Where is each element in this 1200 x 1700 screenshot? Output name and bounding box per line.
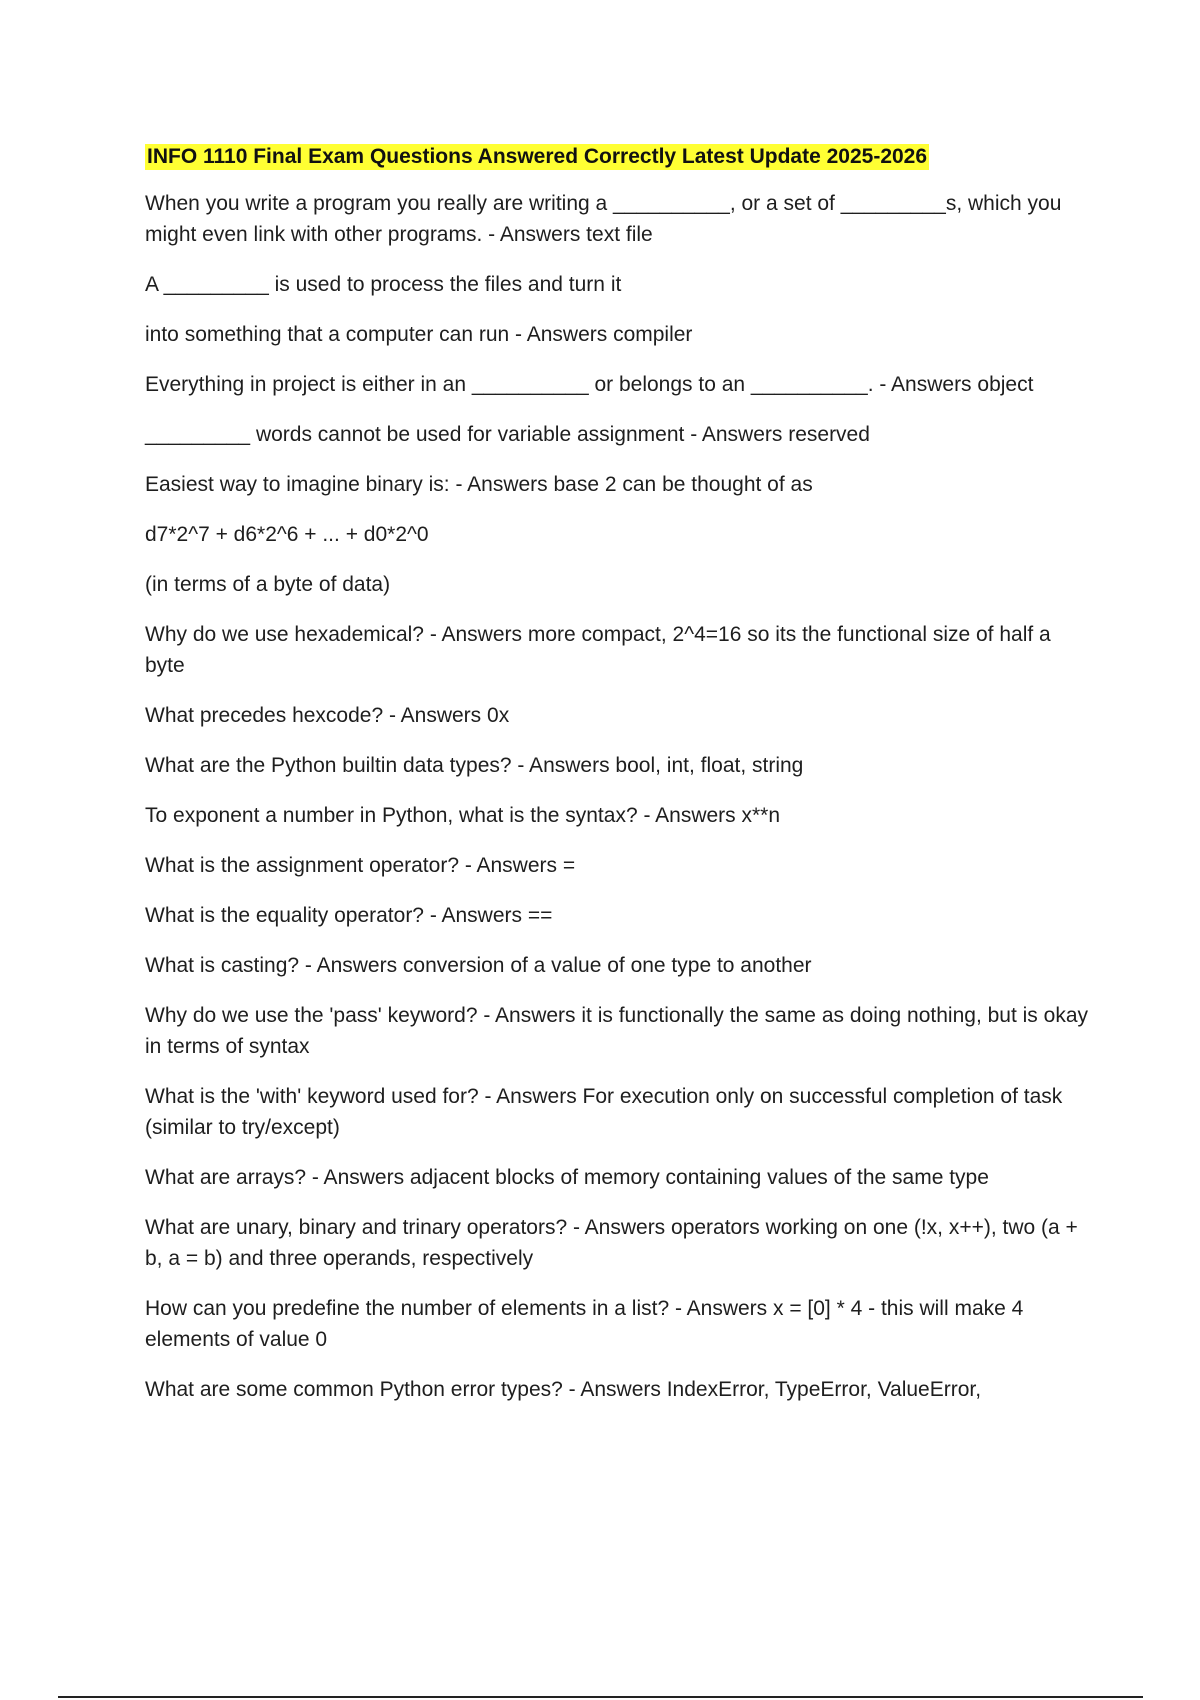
footer-divider xyxy=(58,1696,1143,1698)
qa-paragraph-20: How can you predefine the number of elements in a list? - Answers x = [0] * 4 - this will make 4 elements of value 0 xyxy=(145,1297,1024,1351)
qa-paragraph-21: What are some common Python error types? - Answers IndexError, TypeError, ValueError, xyxy=(145,1378,982,1401)
qa-paragraph-1: When you write a program you really are writing a __________, or a set of _________s, which you might even link with other programs. - Answers text file xyxy=(145,192,1062,246)
qa-paragraph-4: Everything in project is either in an __________ or belongs to an __________. - Answers object xyxy=(145,373,1034,396)
qa-paragraph-2: A _________ is used to process the files and turn it xyxy=(145,273,622,296)
document-title: INFO 1110 Final Exam Questions Answered Correctly Latest Update 2025-2026 xyxy=(147,145,928,168)
qa-paragraph-9: Why do we use hexademical? - Answers more compact, 2^4=16 so its the functional size of half a byte xyxy=(145,623,1051,677)
qa-paragraph-18: What are arrays? - Answers adjacent blocks of memory containing values of the same type xyxy=(145,1166,989,1189)
document-body xyxy=(145,144,1090,1424)
qa-paragraph-17: What is the 'with' keyword used for? - Answers For execution only on successful completion of task (similar to try/except) xyxy=(145,1085,1063,1139)
qa-paragraph-11: What are the Python builtin data types? - Answers bool, int, float, string xyxy=(145,754,804,777)
qa-paragraph-5: _________ words cannot be used for variable assignment - Answers reserved xyxy=(145,423,870,446)
qa-paragraph-13: What is the assignment operator? - Answers = xyxy=(145,854,576,877)
qa-paragraph-14: What is the equality operator? - Answers == xyxy=(145,904,553,927)
qa-paragraph-12: To exponent a number in Python, what is the syntax? - Answers x**n xyxy=(145,804,781,827)
qa-paragraph-3: into something that a computer can run - Answers compiler xyxy=(145,323,693,346)
qa-paragraph-10: What precedes hexcode? - Answers 0x xyxy=(145,704,510,727)
qa-paragraph-8: (in terms of a byte of data) xyxy=(145,573,391,596)
qa-paragraph-6: Easiest way to imagine binary is: - Answers base 2 can be thought of as xyxy=(145,473,813,496)
qa-paragraph-19: What are unary, binary and trinary operators? - Answers operators working on one (!x, x++), two (a + b, a = b) and three operands, respectively xyxy=(145,1216,1078,1270)
qa-paragraph-7: d7*2^7 + d6*2^6 + ... + d0*2^0 xyxy=(145,523,429,546)
qa-paragraph-15: What is casting? - Answers conversion of a value of one type to another xyxy=(145,954,812,977)
qa-paragraph-16: Why do we use the 'pass' keyword? - Answers it is functionally the same as doing nothing, but is okay in terms of syntax xyxy=(145,1004,1089,1058)
